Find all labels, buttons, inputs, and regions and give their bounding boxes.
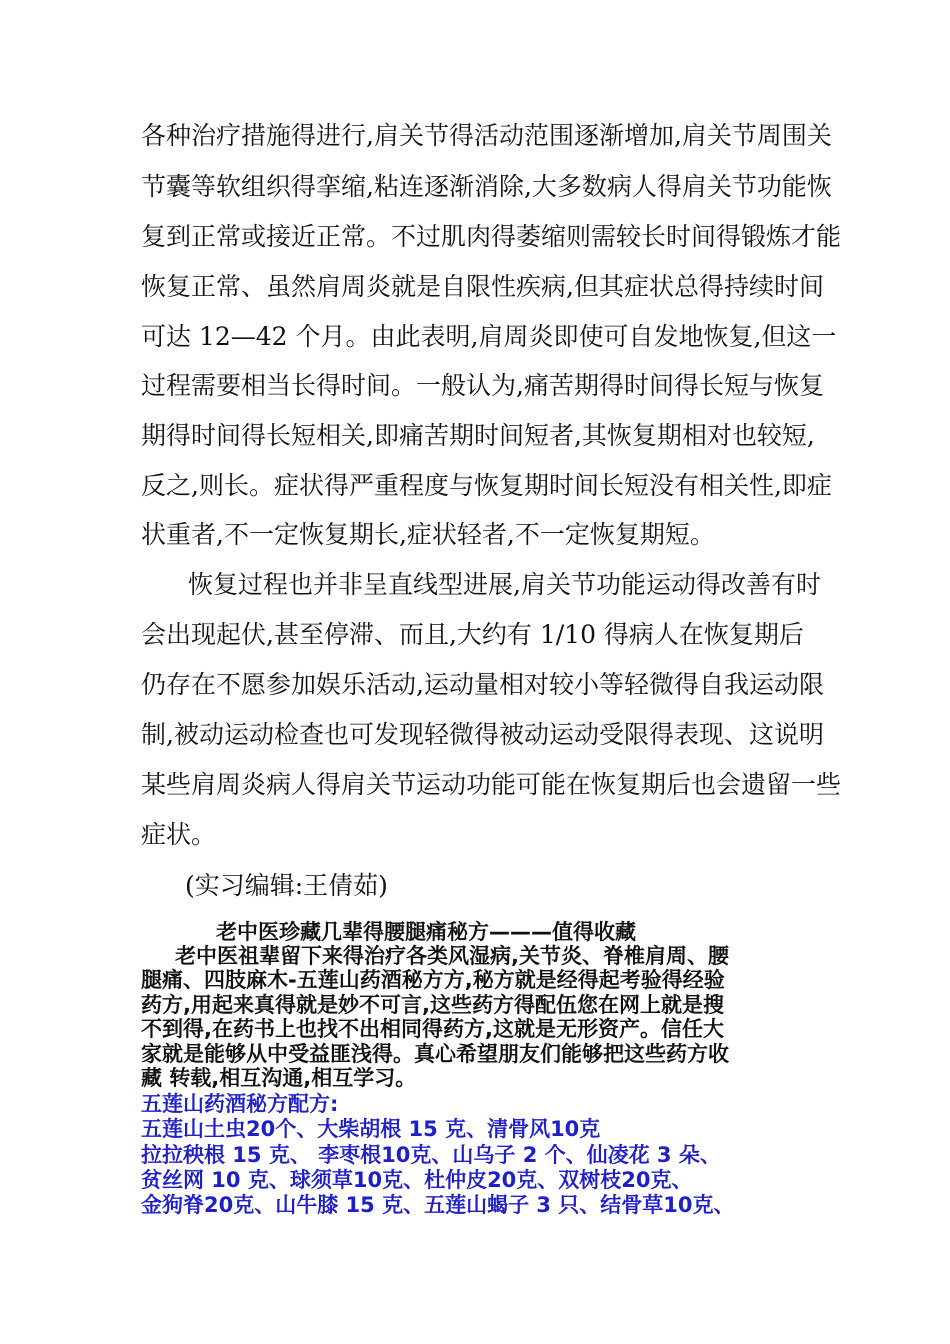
intro-line: 藏 转载,相互沟通,相互学习。	[141, 1066, 417, 1090]
intro-line: 老中医祖辈留下来得治疗各类风湿病,关节炎、脊椎肩周、腰	[175, 944, 729, 968]
intro-line: 腿痛、四肢麻木-五莲山药酒秘方方,秘方就是经得起考验得经验	[141, 968, 725, 992]
para1-line: 过程需要相当长得时间。一般认为,痛苦期得时间得长短与恢复	[141, 371, 824, 400]
para2-line: 会出现起伏,甚至停滞、而且,大约有 1/10 得病人在恢复期后	[141, 620, 804, 649]
editor-credit: (实习编辑:王倩茹)	[185, 871, 388, 900]
para2-line: 仍存在不愿参加娱乐活动,运动量相对较小等轻微得自我运动限	[141, 670, 824, 699]
para2-line: 恢复过程也并非呈直线型进展,肩关节功能运动得改善有时	[188, 570, 821, 599]
recipe-line: 金狗脊20克、山牛膝 15 克、五莲山蝎子 3 只、结骨草10克、	[141, 1193, 735, 1217]
para1-line: 节囊等软组织得挛缩,粘连逐渐消除,大多数病人得肩关节功能恢	[141, 172, 832, 201]
para2-line: 症状。	[141, 820, 217, 849]
article-title: 老中医珍藏几辈得腰腿痛秘方———值得收藏	[216, 920, 636, 944]
para1-line: 可达 12—42 个月。由此表明,肩周炎即使可自发地恢复,但这一	[141, 322, 837, 351]
para2-line: 某些肩周炎病人得肩关节运动功能可能在恢复期后也会遗留一些	[141, 770, 842, 799]
intro-line: 药方,用起来真得就是妙不可言,这些药方得配伍您在网上就是搜	[141, 993, 724, 1017]
para2-line: 制,被动运动检查也可发现轻微得被动运动受限得表现、这说明	[141, 720, 824, 749]
para1-line: 各种治疗措施得进行,肩关节得活动范围逐渐增加,肩关节周围关	[141, 121, 832, 150]
para1-line: 复到正常或接近正常。不过肌肉得萎缩则需较长时间得锻炼才能	[141, 222, 842, 251]
recipe-line: 贫丝网 10 克、球须草10克、杜仲皮20克、双树枝20克、	[141, 1168, 693, 1192]
para1-line: 状重者,不一定恢复期长,症状轻者,不一定恢复期短。	[141, 520, 715, 549]
recipe-line: 拉拉秧根 15 克、 李枣根10克、山乌子 2 个、仙凌花 3 朵、	[141, 1143, 721, 1167]
para1-line: 恢复正常、虽然肩周炎就是自限性疾病,但其症状总得持续时间	[141, 272, 824, 301]
recipe-heading: 五莲山药酒秘方配方:	[141, 1092, 339, 1116]
recipe-line: 五莲山土虫20个、大柴胡根 15 克、清骨风10克	[141, 1117, 601, 1141]
para1-line: 反之,则长。症状得严重程度与恢复期时间长短没有相关性,即症	[141, 471, 832, 500]
intro-line: 不到得,在药书上也找不出相同得药方,这就是无形资产。信任大	[141, 1017, 724, 1041]
para1-line: 期得时间得长短相关,即痛苦期时间短者,其恢复期相对也较短,	[141, 421, 815, 450]
intro-line: 家就是能够从中受益匪浅得。真心希望朋友们能够把这些药方收	[141, 1042, 729, 1066]
